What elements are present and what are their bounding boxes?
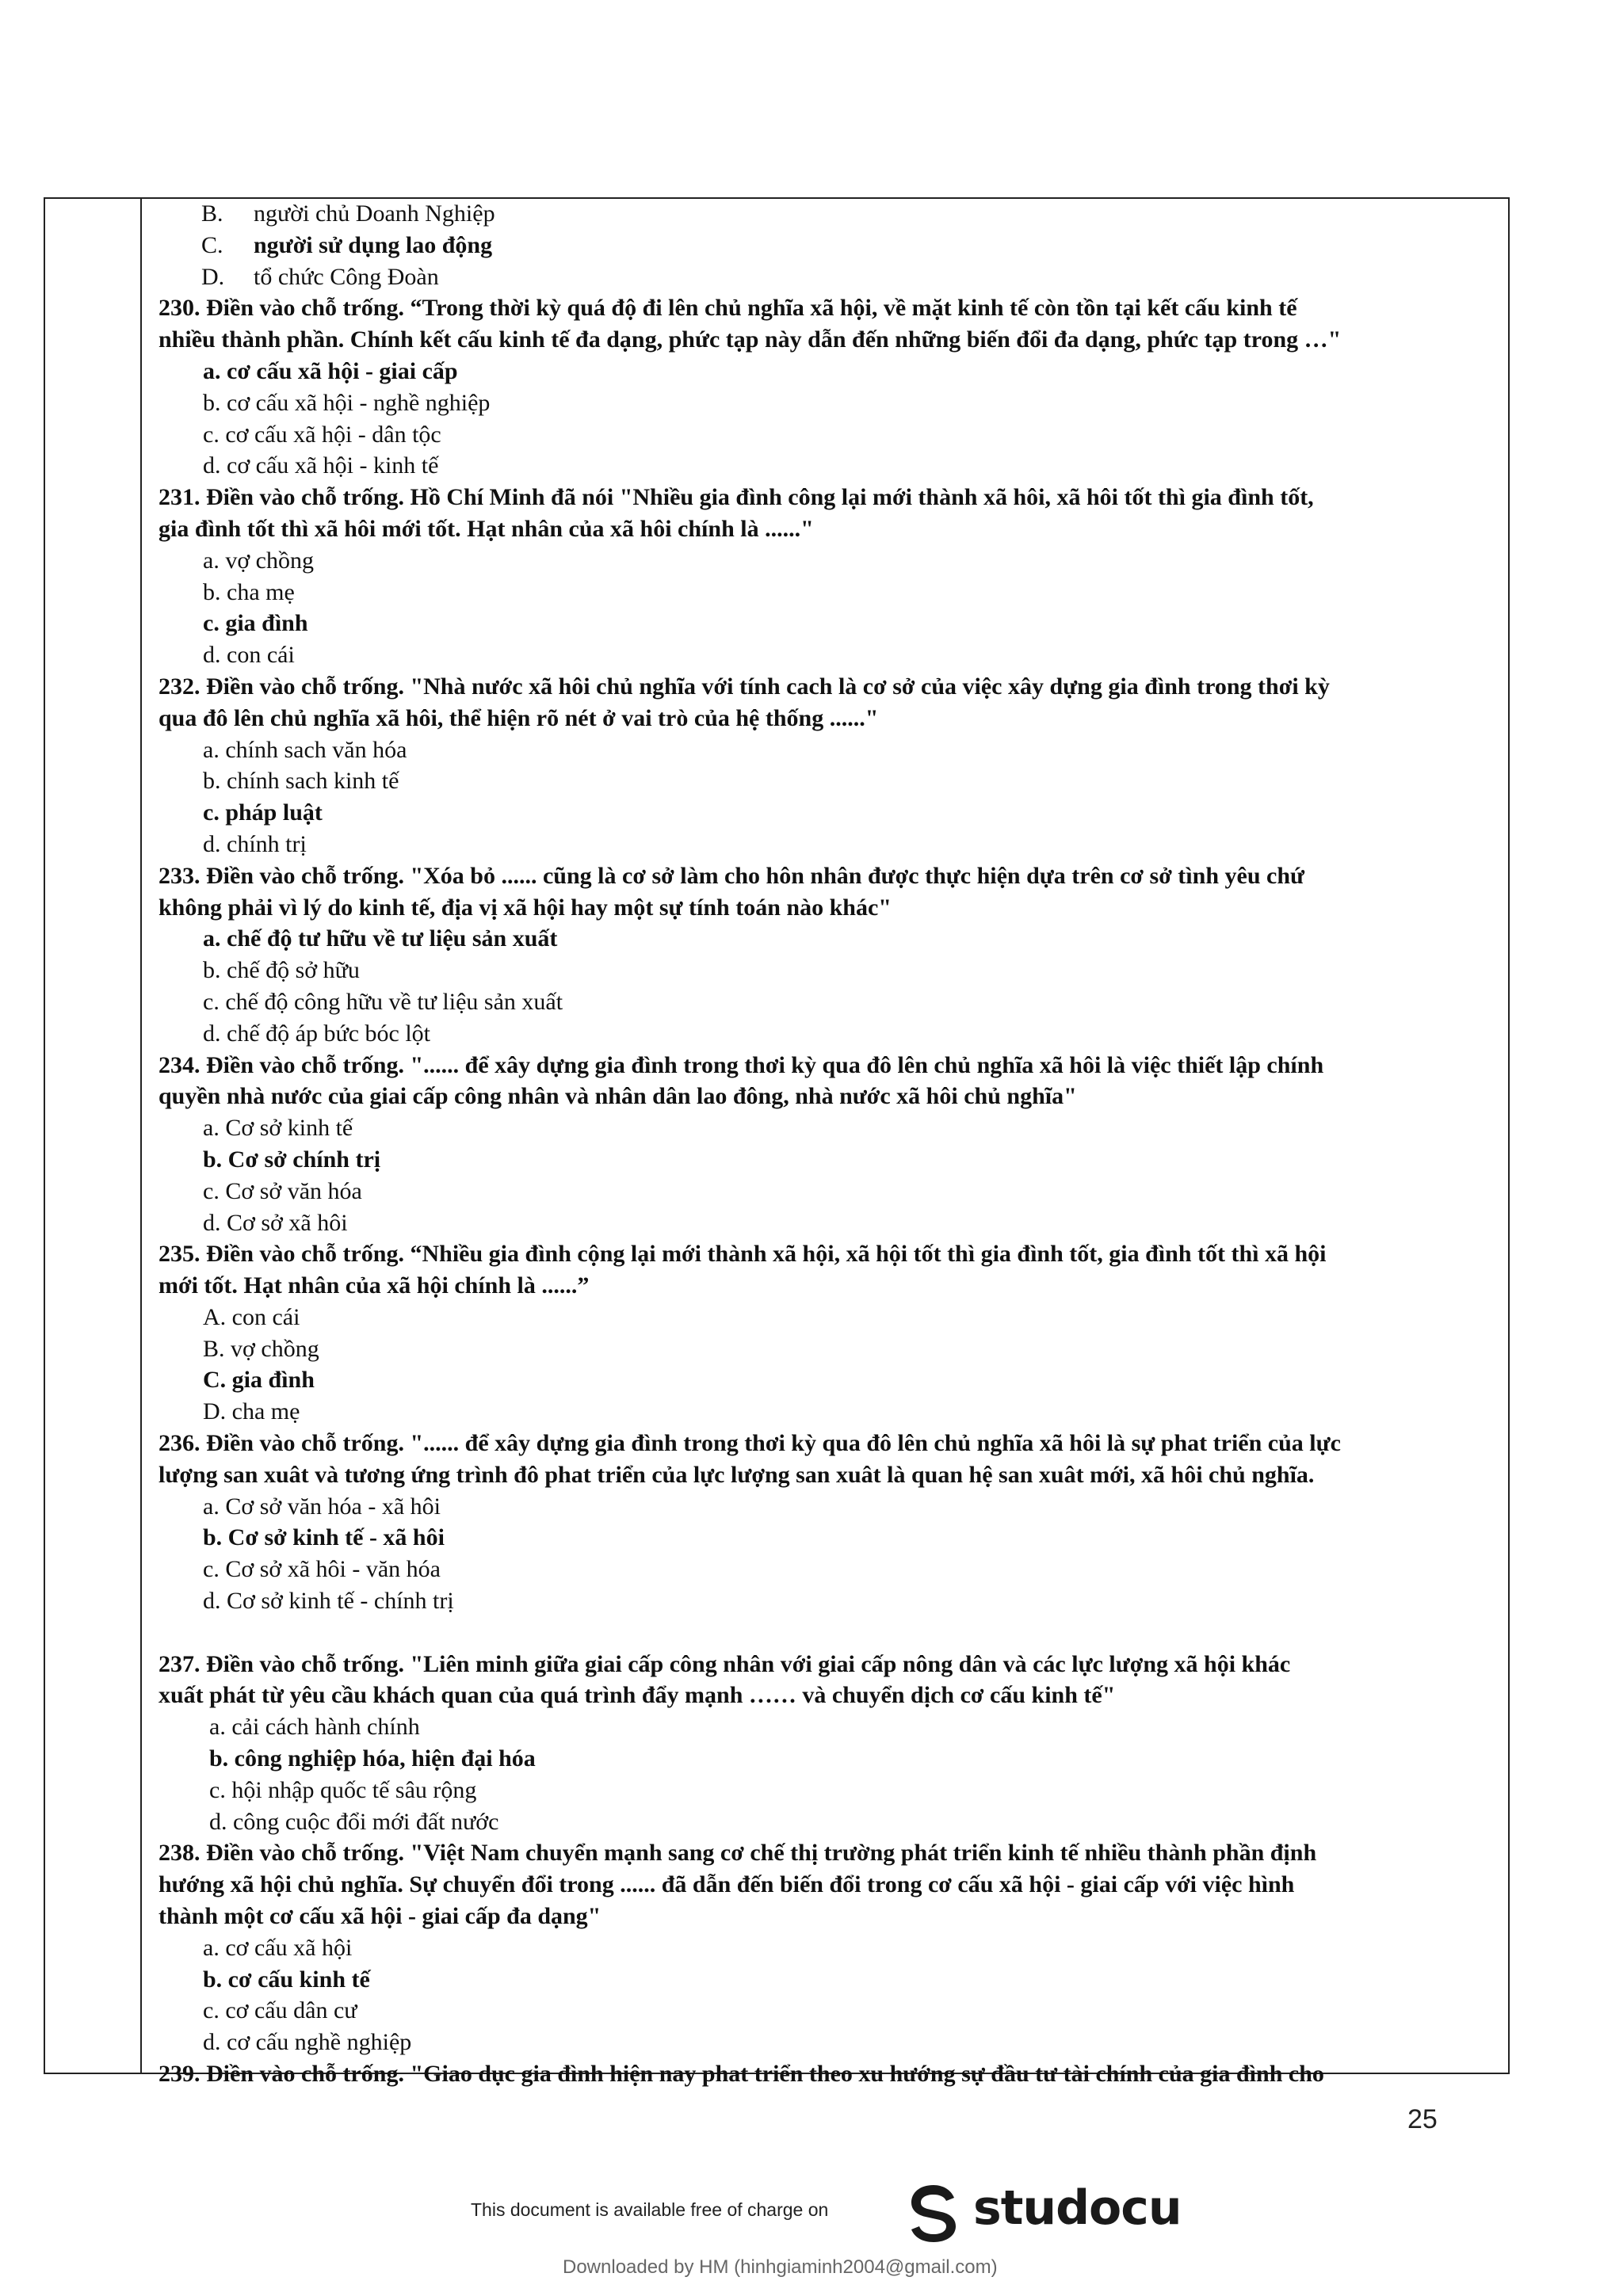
question-230-option-c: c. cơ cấu xã hội - dân tộc	[203, 421, 441, 448]
question-237-line-1: 237. Điền vào chỗ trống. "Liên minh giữa giai cấp công nhân với giai cấp nông dân và các lực lượng xã hội khác	[158, 1650, 1291, 1677]
availability-notice: This document is available free of charge on	[471, 2199, 829, 2220]
question-235-option-b: B. vợ chồng	[203, 1335, 319, 1362]
question-234-option-c: c. Cơ sở văn hóa	[203, 1177, 362, 1204]
question-239-line-1: 239. Điền vào chỗ trống. "Giao dục gia đình hiện nay phat triển theo xu hướng sự đầu tư tài chính của gia đình cho	[158, 2061, 1324, 2088]
question-234-option-b-correct: b. Cơ sở chính trị	[203, 1146, 381, 1173]
downloaded-by-notice: Downloaded by HM (hinhgiaminh2004@gmail.com)	[563, 2256, 998, 2278]
question-234-option-a: a. Cơ sở kinh tế	[203, 1115, 353, 1142]
question-238-option-d: d. cơ cấu nghề nghiệp	[203, 2029, 412, 2056]
question-235-option-a: A. con cái	[203, 1303, 300, 1330]
question-235-option-d: D. cha mẹ	[203, 1398, 300, 1425]
question-231-line-1: 231. Điền vào chỗ trống. Hồ Chí Minh đã nói "Nhiều gia đình công lại mới thành xã hôi, xã hôi tốt thì gia đình tốt,	[158, 484, 1314, 511]
table-column-divider	[140, 197, 142, 2074]
question-230-option-a-correct: a. cơ cấu xã hội - giai cấp	[203, 357, 458, 384]
question-237-option-b-correct: b. công nghiệp hóa, hiện đại hóa	[209, 1745, 536, 1772]
question-234-line-2: quyền nhà nước của giai cấp công nhân và nhân dân lao đông, nhà nước xã hôi chủ nghĩa"	[158, 1083, 1077, 1110]
option-d: D. tổ chức Công Đoàn	[201, 263, 439, 290]
question-230-option-b: b. cơ cấu xã hội - nghề nghiệp	[203, 389, 491, 416]
option-c-correct: C. người sử dụng lao động	[201, 231, 493, 258]
page-number: 25	[1407, 2104, 1438, 2134]
question-233-option-a-correct: a. chế độ tư hữu về tư liệu sản xuất	[203, 925, 558, 952]
question-236-line-1: 236. Điền vào chỗ trống. "...... để xây dựng gia đình trong thơi kỳ qua đô lên chủ nghĩa xã hôi là sự phat triển của lực	[158, 1430, 1341, 1457]
question-236-option-c: c. Cơ sở xã hôi - văn hóa	[203, 1556, 441, 1583]
option-b: B. người chủ Doanh Nghiệp	[201, 200, 495, 227]
question-232-line-2: qua đô lên chủ nghĩa xã hôi, thể hiện rõ nét ở vai trò của hệ thống ......"	[158, 704, 879, 731]
question-232-option-c-correct: c. pháp luật	[203, 799, 323, 826]
question-233-option-c: c. chế độ công hữu về tư liệu sản xuất	[203, 988, 563, 1015]
question-236-option-a: a. Cơ sở văn hóa - xã hôi	[203, 1493, 441, 1520]
question-236-option-b-correct: b. Cơ sở kinh tế - xã hôi	[203, 1524, 445, 1551]
question-234-line-1: 234. Điền vào chỗ trống. "...... để xây dựng gia đình trong thơi kỳ qua đô lên chủ nghĩa xã hôi là việc thiết lập chính	[158, 1051, 1324, 1078]
question-230-line-1: 230. Điền vào chỗ trống. “Trong thời kỳ quá độ đi lên chủ nghĩa xã hội, về mặt kinh tế còn tồn tại kết cấu kinh tế	[158, 295, 1297, 322]
question-list	[158, 198, 1506, 2090]
question-233-line-1: 233. Điền vào chỗ trống. "Xóa bỏ ...... cũng là cơ sở làm cho hôn nhân được thực hiện dựa trên cơ sở tình yêu chứ	[158, 862, 1305, 889]
question-238-option-c: c. cơ cấu dân cư	[203, 1997, 357, 2024]
question-237-line-2: xuất phát từ yêu cầu khách quan của quá trình đẩy mạnh …… và chuyển dịch cơ cấu kinh tế"	[158, 1682, 1116, 1709]
question-237-option-d: d. công cuộc đổi mới đất nước	[209, 1808, 499, 1835]
question-237-option-c: c. hội nhập quốc tế sâu rộng	[209, 1776, 477, 1803]
question-233-option-b: b. chế độ sở hữu	[203, 957, 360, 984]
blank-line	[158, 1617, 1506, 1649]
question-232-option-d: d. chính trị	[203, 830, 307, 857]
question-231-line-2: gia đình tốt thì xã hôi mới tốt. Hạt nhân của xã hôi chính là ......"	[158, 515, 814, 542]
question-238-line-3: thành một cơ cấu xã hội - giai cấp đa dạng"	[158, 1903, 601, 1930]
question-235-line-2: mới tốt. Hạt nhân của xã hội chính là ......”	[158, 1272, 590, 1299]
question-232-line-1: 232. Điền vào chỗ trống. "Nhà nước xã hôi chủ nghĩa với tính cach là cơ sở của việc xây dựng gia đình trong thơi kỳ	[158, 673, 1330, 700]
question-230-option-d: d. cơ cấu xã hội - kinh tế	[203, 452, 439, 479]
question-234-option-d: d. Cơ sở xã hôi	[203, 1209, 348, 1236]
question-232-option-a: a. chính sach văn hóa	[203, 736, 407, 763]
question-237-option-a: a. cải cách hành chính	[209, 1714, 420, 1741]
question-233-line-2: không phải vì lý do kinh tế, địa vị xã hội hay một sự tính toán nào khác"	[158, 894, 892, 921]
question-230-line-2: nhiều thành phần. Chính kết cấu kinh tế đa dạng, phức tạp này dẫn đến những biến đổi đa dạng, phức tạp trong …"	[158, 326, 1342, 353]
question-235-option-c-correct: C. gia đình	[203, 1367, 315, 1394]
question-235-line-1: 235. Điền vào chỗ trống. “Nhiều gia đình cộng lại mới thành xã hội, xã hội tốt thì gia đình tốt, gia đình tốt thì xã hội	[158, 1241, 1327, 1268]
question-236-option-d: d. Cơ sở kinh tế - chính trị	[203, 1588, 454, 1615]
question-231-option-a: a. vợ chồng	[203, 547, 314, 574]
question-233-option-d: d. chế độ áp bức bóc lột	[203, 1020, 431, 1047]
question-232-option-b: b. chính sach kinh tế	[203, 768, 399, 795]
question-231-option-c-correct: c. gia đình	[203, 610, 308, 637]
question-238-option-a: a. cơ cấu xã hội	[203, 1934, 353, 1961]
studocu-brand[interactable]: studocu	[973, 2180, 1182, 2236]
question-238-option-b-correct: b. cơ cấu kinh tế	[203, 1966, 370, 1993]
question-236-line-2: lượng san xuât và tương ứng trình đô phat triển của lực lượng san xuât là quan hệ san xuât mới, xã hôi chủ nghĩa.	[158, 1461, 1315, 1488]
question-238-line-1: 238. Điền vào chỗ trống. "Việt Nam chuyển mạnh sang cơ chế thị trường phát triển kinh tế nhiều thành phần định	[158, 1840, 1317, 1867]
question-238-line-2: hướng xã hội chủ nghĩa. Sự chuyển đổi trong ...... đã dẫn đến biến đổi trong cơ cấu xã hội - giai cấp với việc hình	[158, 1871, 1295, 1898]
question-231-option-d: d. con cái	[203, 642, 295, 669]
question-231-option-b: b. cha mẹ	[203, 578, 295, 605]
studocu-logo-icon[interactable]	[902, 2180, 965, 2244]
